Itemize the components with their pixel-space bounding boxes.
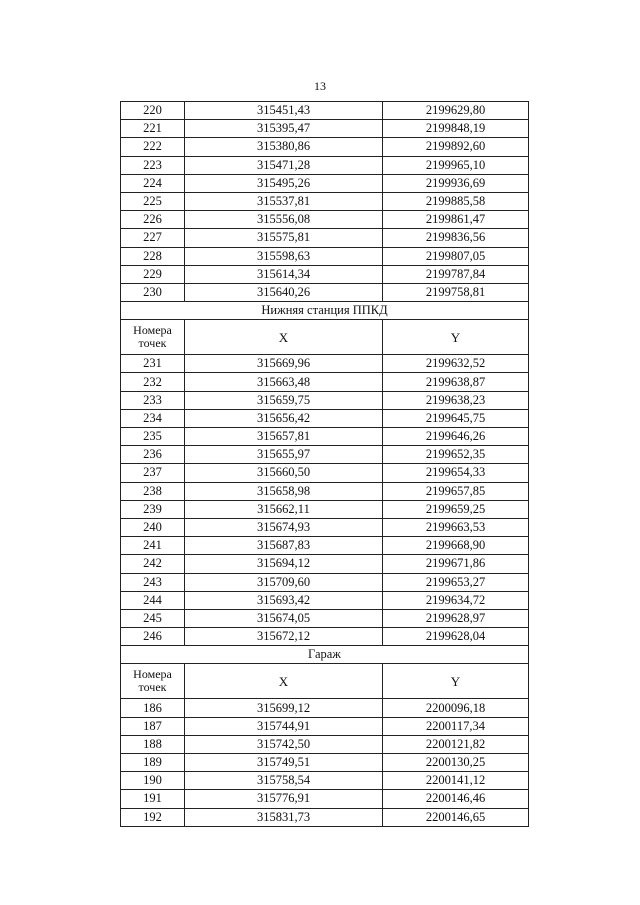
table-row — [121, 265, 529, 283]
y-coordinate-cell: 2199629,80 — [383, 102, 529, 120]
point-number-cell: 242 — [121, 555, 185, 573]
point-number-cell: 243 — [121, 573, 185, 591]
y-coordinate-cell: 2200117,34 — [383, 717, 529, 735]
y-coordinate-cell: 2199638,23 — [383, 391, 529, 409]
y-coordinate-cell: 2199638,87 — [383, 373, 529, 391]
y-coordinate-cell: 2199645,75 — [383, 409, 529, 427]
x-coordinate-cell: 315395,47 — [185, 120, 383, 138]
point-number-cell: 187 — [121, 717, 185, 735]
point-number-cell: 227 — [121, 229, 185, 247]
table-row — [121, 464, 529, 482]
y-coordinate-cell: 2199654,33 — [383, 464, 529, 482]
point-number-cell: 229 — [121, 265, 185, 283]
x-coordinate-cell: 315758,54 — [185, 772, 383, 790]
table-row — [121, 500, 529, 518]
table-row — [121, 754, 529, 772]
x-coordinate-cell: 315662,11 — [185, 500, 383, 518]
point-number-cell: 240 — [121, 518, 185, 536]
x-coordinate-cell: 315831,73 — [185, 808, 383, 826]
block3-rows — [121, 699, 529, 826]
x-coordinate-cell: 315709,60 — [185, 573, 383, 591]
x-coordinate-cell: 315556,08 — [185, 211, 383, 229]
y-coordinate-cell: 2199671,86 — [383, 555, 529, 573]
table-row — [121, 735, 529, 753]
point-number-cell: 230 — [121, 283, 185, 301]
table-row — [121, 555, 529, 573]
table-row — [121, 283, 529, 301]
x-coordinate-cell: 315687,83 — [185, 537, 383, 555]
x-coordinate-cell: 315660,50 — [185, 464, 383, 482]
x-coordinate-cell: 315672,12 — [185, 628, 383, 646]
table-row — [121, 192, 529, 210]
table-row — [121, 391, 529, 409]
point-number-cell: 241 — [121, 537, 185, 555]
x-coordinate-cell: 315451,43 — [185, 102, 383, 120]
table-row — [121, 446, 529, 464]
point-number-cell: 244 — [121, 591, 185, 609]
table-row — [121, 247, 529, 265]
x-coordinate-cell: 315640,26 — [185, 283, 383, 301]
point-number-cell: 236 — [121, 446, 185, 464]
table-row — [121, 518, 529, 536]
point-number-cell: 223 — [121, 156, 185, 174]
column-header-x: X — [185, 664, 383, 699]
y-coordinate-cell: 2199657,85 — [383, 482, 529, 500]
table-row — [121, 537, 529, 555]
table-row — [121, 772, 529, 790]
table-row — [121, 229, 529, 247]
x-coordinate-cell: 315471,28 — [185, 156, 383, 174]
point-number-cell: 232 — [121, 373, 185, 391]
y-coordinate-cell: 2200146,65 — [383, 808, 529, 826]
column-header-row — [121, 664, 529, 699]
x-coordinate-cell: 315674,05 — [185, 609, 383, 627]
point-number-cell: 190 — [121, 772, 185, 790]
y-coordinate-cell: 2200141,12 — [383, 772, 529, 790]
table-row — [121, 591, 529, 609]
y-coordinate-cell: 2199628,97 — [383, 609, 529, 627]
y-coordinate-cell: 2199653,27 — [383, 573, 529, 591]
y-coordinate-cell: 2199836,56 — [383, 229, 529, 247]
x-coordinate-cell: 315749,51 — [185, 754, 383, 772]
y-coordinate-cell: 2200121,82 — [383, 735, 529, 753]
x-coordinate-cell: 315744,91 — [185, 717, 383, 735]
x-coordinate-cell: 315657,81 — [185, 428, 383, 446]
y-coordinate-cell: 2199885,58 — [383, 192, 529, 210]
y-coordinate-cell: 2199861,47 — [383, 211, 529, 229]
x-coordinate-cell: 315658,98 — [185, 482, 383, 500]
point-number-cell: 220 — [121, 102, 185, 120]
y-coordinate-cell: 2199663,53 — [383, 518, 529, 536]
column-header-point-number: Номера точек — [121, 320, 185, 355]
section-title-row — [121, 302, 529, 320]
coordinates-table — [120, 101, 529, 827]
point-number-cell: 233 — [121, 391, 185, 409]
x-coordinate-cell: 315699,12 — [185, 699, 383, 717]
y-coordinate-cell: 2199668,90 — [383, 537, 529, 555]
point-number-cell: 246 — [121, 628, 185, 646]
block2-header — [121, 302, 529, 355]
column-header-x: X — [185, 320, 383, 355]
table-row — [121, 573, 529, 591]
x-coordinate-cell: 315694,12 — [185, 555, 383, 573]
block3-header — [121, 646, 529, 699]
x-coordinate-cell: 315674,93 — [185, 518, 383, 536]
y-coordinate-cell: 2199936,69 — [383, 174, 529, 192]
point-number-cell: 192 — [121, 808, 185, 826]
block1-rows — [121, 102, 529, 302]
point-number-cell: 189 — [121, 754, 185, 772]
column-header-y: Y — [383, 664, 529, 699]
x-coordinate-cell: 315655,97 — [185, 446, 383, 464]
table-row — [121, 120, 529, 138]
point-number-cell: 235 — [121, 428, 185, 446]
table-row — [121, 717, 529, 735]
point-number-cell: 221 — [121, 120, 185, 138]
table-row — [121, 628, 529, 646]
table-row — [121, 174, 529, 192]
point-number-cell: 225 — [121, 192, 185, 210]
y-coordinate-cell: 2199965,10 — [383, 156, 529, 174]
x-coordinate-cell: 315656,42 — [185, 409, 383, 427]
x-coordinate-cell: 315659,75 — [185, 391, 383, 409]
y-coordinate-cell: 2199634,72 — [383, 591, 529, 609]
table-row — [121, 102, 529, 120]
point-number-cell: 222 — [121, 138, 185, 156]
table-row — [121, 211, 529, 229]
x-coordinate-cell: 315776,91 — [185, 790, 383, 808]
point-number-cell: 245 — [121, 609, 185, 627]
table-row — [121, 138, 529, 156]
point-number-cell: 226 — [121, 211, 185, 229]
y-coordinate-cell: 2199652,35 — [383, 446, 529, 464]
y-coordinate-cell: 2199892,60 — [383, 138, 529, 156]
column-header-row — [121, 320, 529, 355]
point-number-cell: 237 — [121, 464, 185, 482]
y-coordinate-cell: 2199758,81 — [383, 283, 529, 301]
table-row — [121, 482, 529, 500]
y-coordinate-cell: 2200130,25 — [383, 754, 529, 772]
point-number-cell: 191 — [121, 790, 185, 808]
table-row — [121, 808, 529, 826]
table-row — [121, 699, 529, 717]
y-coordinate-cell: 2200146,46 — [383, 790, 529, 808]
y-coordinate-cell: 2199646,26 — [383, 428, 529, 446]
y-coordinate-cell: 2199807,05 — [383, 247, 529, 265]
x-coordinate-cell: 315575,81 — [185, 229, 383, 247]
block2-rows — [121, 355, 529, 646]
y-coordinate-cell: 2199848,19 — [383, 120, 529, 138]
y-coordinate-cell: 2199632,52 — [383, 355, 529, 373]
table-row — [121, 409, 529, 427]
y-coordinate-cell: 2199659,25 — [383, 500, 529, 518]
table-row — [121, 790, 529, 808]
point-number-cell: 239 — [121, 500, 185, 518]
section-title-row — [121, 646, 529, 664]
page-number: 13 — [314, 79, 326, 93]
table-row — [121, 428, 529, 446]
x-coordinate-cell: 315663,48 — [185, 373, 383, 391]
x-coordinate-cell: 315495,26 — [185, 174, 383, 192]
table-row — [121, 609, 529, 627]
table-row — [121, 355, 529, 373]
x-coordinate-cell: 315537,81 — [185, 192, 383, 210]
x-coordinate-cell: 315598,63 — [185, 247, 383, 265]
table-row — [121, 373, 529, 391]
x-coordinate-cell: 315742,50 — [185, 735, 383, 753]
point-number-cell: 238 — [121, 482, 185, 500]
section-title-garage: Гараж — [121, 646, 529, 664]
y-coordinate-cell: 2199787,84 — [383, 265, 529, 283]
x-coordinate-cell: 315693,42 — [185, 591, 383, 609]
table-row — [121, 156, 529, 174]
x-coordinate-cell: 315614,34 — [185, 265, 383, 283]
point-number-cell: 228 — [121, 247, 185, 265]
x-coordinate-cell: 315380,86 — [185, 138, 383, 156]
point-number-cell: 224 — [121, 174, 185, 192]
point-number-cell: 234 — [121, 409, 185, 427]
point-number-cell: 231 — [121, 355, 185, 373]
section-title-lower-station: Нижняя станция ППКД — [121, 302, 529, 320]
point-number-cell: 186 — [121, 699, 185, 717]
column-header-y: Y — [383, 320, 529, 355]
coordinates-sheet — [120, 101, 528, 827]
y-coordinate-cell: 2199628,04 — [383, 628, 529, 646]
x-coordinate-cell: 315669,96 — [185, 355, 383, 373]
point-number-cell: 188 — [121, 735, 185, 753]
y-coordinate-cell: 2200096,18 — [383, 699, 529, 717]
column-header-point-number: Номера точек — [121, 664, 185, 699]
